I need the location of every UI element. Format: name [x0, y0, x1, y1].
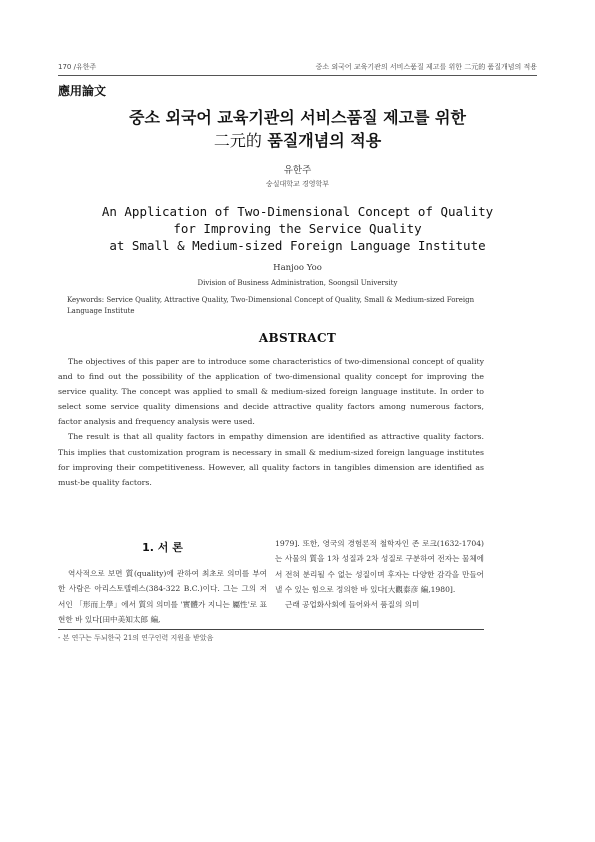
section-heading-introduction: 1. 서 론: [142, 541, 183, 554]
footnote: - 본 연구는 두뇌한국 21의 연구인력 지원을 받았음: [58, 634, 214, 642]
keywords-text: Service Quality, Attractive Quality, Two-Dimensional Concept of Quality, Small & Medium-sized Foreign Language Institute: [67, 296, 475, 315]
body-paragraph-left: 역사적으로 보면 質(quality)에 관하여 최초로 의미를 부여한 사람은 아리스토텔레스(384-322 B.C.)이다. 그는 그의 저서인 「形而上學」에서 質의 의미를 '實體가 지니는 屬性'로 표현한 바 있다[田中美知太郎 編,: [58, 569, 267, 624]
title-english-line3: at Small & Medium-sized Foreign Language Institute: [109, 238, 486, 253]
title-english-line2: for Improving the Service Quality: [173, 221, 422, 236]
keywords: [67, 295, 482, 317]
title-korean-line2: [0, 129, 595, 152]
header-rule: [58, 75, 537, 76]
affiliation-english: Division of Business Administration, Soongsil University: [197, 279, 398, 287]
title-english-line1: An Application of Two-Dimensional Concept of Quality: [101, 204, 494, 219]
body-paragraph-right-1: 1979]. 또한, 영국의 경험론적 철학자인 존 로크(1632-1704)는 사물의 質을 1차 성질과 2차 성질로 구분하여 전자는 물체에서 전혀 분리될 수 없는 성질이며 후자는 다양한 감각을 만들어 낼 수 있는 힘으로 정의한 바 있다[大觀泰彦 編,1980].: [275, 539, 484, 594]
keywords-label: Keywords:: [67, 296, 107, 304]
title-korean-hanja: 二元的: [213, 131, 262, 150]
affiliation-korean: 숭실대학교 경영학부: [265, 180, 330, 188]
running-header-left: 170 /유한주: [58, 63, 97, 71]
body-column-right: [275, 536, 484, 612]
title-korean: [0, 106, 595, 152]
abstract-body: [58, 354, 484, 490]
running-header-right: 중소 외국어 교육기관의 서비스품질 제고를 위한 二元的 품질개념의 적용: [315, 63, 537, 71]
section-label: 應用論文: [58, 84, 107, 98]
abstract-paragraph-1: The objectives of this paper are to introduce some characteristics of two-dimensional concept of quality and to find out the possibility of the application of two-dimensional quality concept for improving the service quality. The concept was applied to small & medium-sized foreign language institute. In order to select some service quality dimensions and decide attractive quality factors among numerous factors, factor analysis and frequency analysis were used.: [58, 357, 484, 427]
abstract-paragraph-2: The result is that all quality factors in empathy dimension are identified as attractive quality factors. This implies that customization program is necessary in small & medium-sized foreign language institutes for improving their competitiveness. However, all quality factors in tangibles dimension are identified as must-be quality factors.: [58, 432, 484, 487]
body-paragraph-right-2: 근래 공업화사회에 들어와서 품질의 의미: [285, 600, 420, 610]
author-korean: 유한주: [283, 165, 312, 176]
author-english: Hanjoo Yoo: [273, 263, 322, 273]
title-korean-line2-rest: 품질개념의 적용: [261, 131, 382, 150]
abstract-heading: ABSTRACT: [258, 331, 337, 345]
footnote-rule: [58, 629, 484, 630]
title-english: [0, 203, 595, 254]
title-korean-line1: 중소 외국어 교육기관의 서비스품질 제고를 위한: [129, 108, 466, 127]
body-column-left: [58, 536, 267, 627]
running-header: [58, 62, 537, 74]
